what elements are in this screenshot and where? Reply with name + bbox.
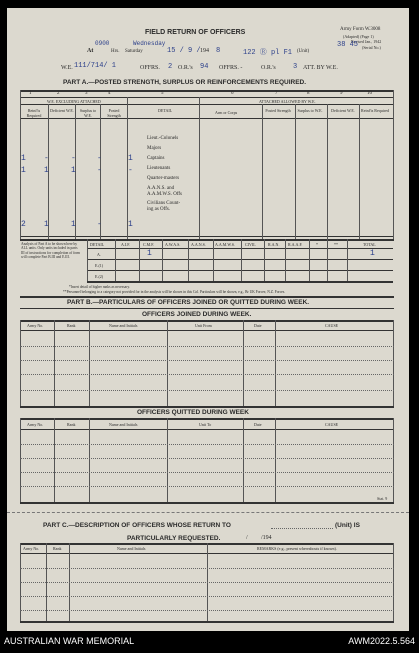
rank-aans: A.A.N.S. and <box>147 186 175 191</box>
ors2-label: O.R.'s <box>261 65 276 71</box>
partc-col-name: Name and Initials <box>117 546 146 551</box>
hdr-posted-strength-r: Posted Strength <box>265 108 291 113</box>
att-label: ATT. BY W.E. <box>303 65 338 71</box>
lieut-blank: - <box>97 166 102 175</box>
saturday-label: Saturday <box>125 49 143 54</box>
joined-col-army-no: Army No. <box>27 323 44 328</box>
unit-label: (Unit) <box>297 49 310 54</box>
an-col-aans: A.A.N.S. <box>191 242 206 247</box>
col-num-5: 5 <box>161 91 164 96</box>
rank-captains: Captains <box>147 156 165 161</box>
quitted-col-name: Name and Initials <box>109 422 138 427</box>
form-page <box>7 8 409 631</box>
col-num-1: 1 <box>29 91 32 96</box>
part-c-date-slash: / <box>246 535 248 541</box>
an-col-star2: ** <box>334 242 338 247</box>
form-number: Army Form W.3008 <box>340 27 381 32</box>
rank-lieutenants: Lieutenants <box>147 166 171 171</box>
partc-col-rank: Rank <box>53 546 62 551</box>
col-num-8: 8 <box>307 91 310 96</box>
col-num-10: 10 <box>367 91 372 96</box>
col-num-9: 9 <box>340 91 343 96</box>
lieut-posted: - <box>128 166 133 175</box>
quitted-col-cause: CAUSE <box>325 422 339 427</box>
an-total-value: 1 <box>370 249 375 258</box>
part-c-year: /194 <box>261 535 272 541</box>
joined-title: OFFICERS JOINED DURING WEEK. <box>142 311 252 318</box>
part-b-title: PART B.—PARTICULARS OF OFFICERS JOINED OR QUITTED DURING WEEK. <box>67 299 310 306</box>
total-surplus: 1 <box>71 220 76 229</box>
joined-col-name: Name and Initials <box>109 323 138 328</box>
hdr-posted-strength: Posted Strength <box>107 108 121 118</box>
hdr-deficient-r: Deficient W.E. <box>331 108 355 113</box>
quitted-title: OFFICERS QUITTED DURING WEEK <box>137 409 249 416</box>
offrs2-label: OFFRS. - <box>219 65 243 71</box>
hdr-surplus: Surplus to W.E. <box>79 108 97 118</box>
we-value: 111/714/ 1 <box>74 62 117 70</box>
footer-left: AUSTRALIAN WAR MEMORIAL <box>4 636 135 646</box>
time-value: 0900 <box>95 40 110 47</box>
quitted-col-rank: Rank <box>67 422 76 427</box>
col-num-4: 4 <box>108 91 111 96</box>
part-c-unit-label: (Unit) IS <box>335 522 360 529</box>
detail-header: DETAIL <box>158 108 173 113</box>
an-col-detail: DETAIL <box>90 242 105 247</box>
total-blank: - <box>97 220 102 229</box>
serial-label: (Serial No.) <box>362 45 381 50</box>
rank-civilians-2: ing as Offs. <box>147 207 171 212</box>
day-value: Wednesday <box>133 40 166 47</box>
captains-posted: 1 <box>128 154 133 163</box>
rank-majors: Majors <box>147 146 162 151</box>
hdr-deficient: Deficient W.E. <box>50 108 74 113</box>
an-col-raaf: R.A.A.F. <box>288 242 303 247</box>
joined-col-date: Date <box>254 323 262 328</box>
hrs-label: Hrs. <box>111 49 120 54</box>
an-aif-value: 1 <box>147 249 152 258</box>
footer-right: AWM2022.5.564 <box>348 636 415 646</box>
an-row-e1: E.(1) <box>95 263 104 268</box>
joined-col-unit-from: Unit From <box>195 323 212 328</box>
rank-civilians: Civilians Count- <box>147 201 181 206</box>
rank-qm: Quarter-masters <box>147 176 180 181</box>
partc-col-army-no: Army No. <box>23 546 40 551</box>
year-label: 194 <box>200 48 209 54</box>
col-num-7: 7 <box>275 91 278 96</box>
we-label: W.E. <box>61 65 73 71</box>
an-col-star: * <box>316 242 318 247</box>
part-c-title: PART C.—DESCRIPTION OF OFFICERS WHOSE RETURN TO <box>43 522 231 529</box>
total-deficient: 1 <box>44 220 49 229</box>
captains-surplus: - <box>71 154 76 163</box>
date-value: 15 / 9 / <box>167 47 201 55</box>
offrs-label: OFFRS. <box>140 65 160 71</box>
serial-value: 38 45 <box>337 41 359 49</box>
captains-reinf: 1 <box>21 154 26 163</box>
quitted-col-unit-to: Unit To <box>199 422 212 427</box>
stat-stamp: Stat. 9 <box>377 496 388 501</box>
lieut-surplus: 1 <box>71 166 76 175</box>
total-reinf: 2 <box>21 220 26 229</box>
joined-col-rank: Rank <box>67 323 76 328</box>
lieut-deficient: 1 <box>44 166 49 175</box>
at-prefix: At <box>87 48 94 54</box>
hdr-surplus-r: Surplus to W.E. <box>297 108 323 113</box>
hdr-reinf-required: Reinf'ts Required <box>26 108 42 118</box>
total-posted: 1 <box>128 220 133 229</box>
col-num-6: 6 <box>231 91 234 96</box>
an-col-aamws: A.A.M.W.S. <box>215 242 235 247</box>
rank-lt-col: Lieut.-Colonels <box>147 136 179 141</box>
col-num-2: 2 <box>57 91 60 96</box>
form-title: FIELD RETURN OF OFFICERS <box>145 29 246 36</box>
an-col-total: TOTAL <box>363 242 376 247</box>
col-num-3: 3 <box>85 91 88 96</box>
ors-value: 94 <box>200 63 209 71</box>
form-revised: Revised Jan., 1942 <box>351 39 382 44</box>
footnote-1: *Insert detail of higher ranks as necessary. <box>69 285 130 289</box>
lieut-reinf: 1 <box>21 166 26 175</box>
an-row-a: A. <box>97 252 101 257</box>
quitted-col-army-no: Army No. <box>27 422 44 427</box>
an-col-awas: A.W.A.S. <box>165 242 181 247</box>
offrs-value: 2 <box>168 63 173 71</box>
we-excluding-header: W.E. EXCLUDING ATTACHED <box>47 99 101 104</box>
an-row-e2: E.(2) <box>95 274 104 279</box>
joined-col-cause: CAUSE <box>325 323 339 328</box>
an-col-cmf: C.M.F. <box>143 242 155 247</box>
analysis-note: Analysis of Part A to be shown here by ALL units. Only units included in parts III of instructions for completion of form will complete Part B.III and E.III. <box>21 242 81 260</box>
part-a-title: PART A.—POSTED STRENGTH, SURPLUS OR REINFORCEMENTS REQUIRED. <box>63 79 307 86</box>
ors2-value: 3 <box>293 63 298 71</box>
footnote-2: **Personnel belonging to a category not provided for in the analysis will be shown in this Col. Particulars will be shown, e.g., Br UK Forces; N.Z. Forces. <box>63 290 286 294</box>
unit-value: 122 Ⓡ pl F1 <box>243 49 293 57</box>
hdr-arm-corps: Arm or Corps <box>215 110 238 115</box>
hdr-reinf-r: Reinf'ts Required <box>361 108 389 113</box>
an-col-aif: A.I.F. <box>121 242 131 247</box>
rank-aamws: A.A.M.W.S. Offs <box>147 192 183 197</box>
partc-col-remarks: REMARKS (e.g., present whereabouts if known). <box>257 546 337 551</box>
year-value: 8 <box>216 47 221 55</box>
quitted-col-date: Date <box>254 422 262 427</box>
an-col-civil: CIVIL <box>245 242 256 247</box>
an-col-ran: R.A.N. <box>268 242 280 247</box>
ors-label: O.R.'s <box>178 65 193 71</box>
captains-blank: - <box>97 154 102 163</box>
captains-deficient: - <box>44 154 49 163</box>
attached-allowed-header: ATTACHED ALLOWED BY W.E. <box>259 99 316 104</box>
part-c-requested: PARTICULARLY REQUESTED. <box>127 535 221 542</box>
form-adapted: (Adapted) (Page 1) <box>343 34 374 39</box>
